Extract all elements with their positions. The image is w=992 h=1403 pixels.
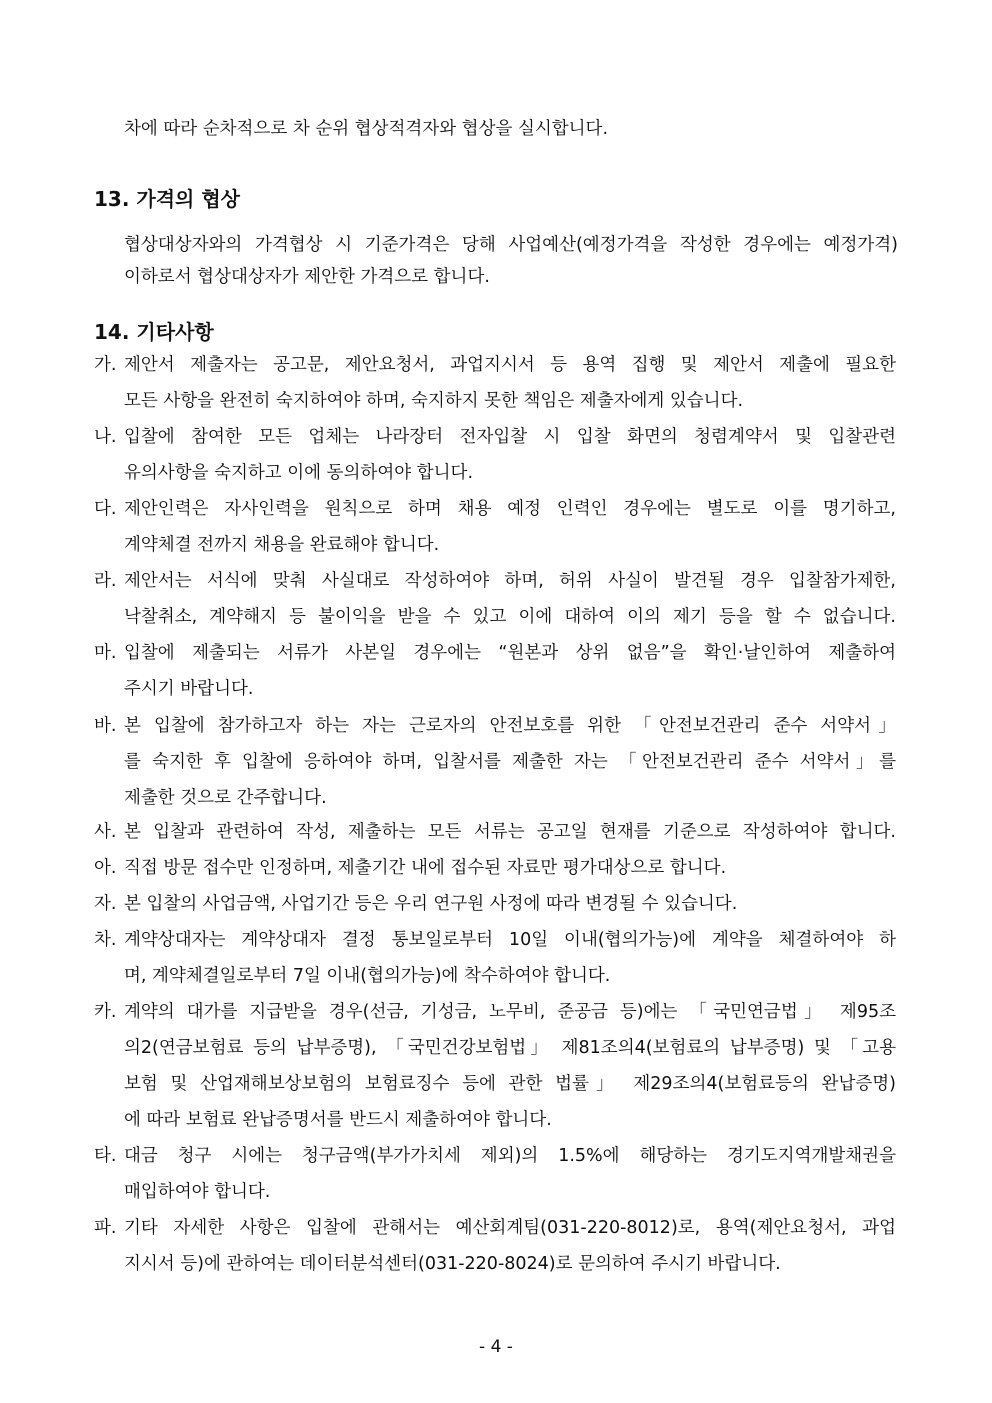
intro-line: 차에 따라 순차적으로 차 순위 협상적격자와 협상을 실시합니다. <box>124 119 609 139</box>
list-marker: 마. <box>94 643 117 663</box>
item-line: 입찰에 참여한 모든 업체는 나라장터 전자입찰 시 입찰 화면의 청렴계약서 및 입찰관련 <box>124 427 896 447</box>
item-line: 낙찰취소, 계약해지 등 불이익을 받을 수 있고 이에 대하여 이의 제기 등을 할 수 없습니다. <box>124 607 896 627</box>
section-13-line-1: 협상대상자와의 가격협상 시 기준가격은 당해 사업예산(예정가격을 작성한 경우에는 예정가격) <box>124 235 898 255</box>
item-line: 제안인력은 자사인력을 원칙으로 하며 채용 예정 인력인 경우에는 별도로 이를 명기하고, <box>124 499 896 519</box>
item-line: 며, 계약체결일로부터 7일 이내(협의가능)에 착수하여야 합니다. <box>124 966 611 986</box>
item-line: 계약상대자는 계약상대자 결정 통보일로부터 10일 이내(협의가능)에 계약을 체결하여야 하 <box>124 930 896 950</box>
item-line: 의2(연금보험료 등의 납부증명), 「국민건강보험법」 제81조의4(보험료의 납부증명) 및 「고용 <box>124 1038 896 1058</box>
section-14-heading: 14. 기타사항 <box>94 320 214 344</box>
item-line: 모든 사항을 완전히 숙지하여야 하며, 숙지하지 못한 책임은 제출자에게 있습니다. <box>124 391 744 411</box>
item-line: 매입하여야 합니다. <box>124 1182 271 1202</box>
item-line: 제안서 제출자는 공고문, 제안요청서, 과업지시서 등 용역 집행 및 제안서 제출에 필요한 <box>124 355 896 375</box>
list-marker: 차. <box>94 930 117 950</box>
item-line: 에 따라 보험료 완납증명서를 반드시 제출하여야 합니다. <box>124 1110 552 1130</box>
item-line: 본 입찰과 관련하여 작성, 제출하는 모든 서류는 공고일 현재를 기준으로 작성하여야 합니다. <box>124 822 896 842</box>
list-marker: 바. <box>94 716 117 736</box>
item-line: 유의사항을 숙지하고 이에 동의하여야 합니다. <box>124 463 474 483</box>
item-line: 기타 자세한 사항은 입찰에 관해서는 예산회계팀(031-220-8012)로, 용역(제안요청서, 과업 <box>124 1218 896 1238</box>
list-marker: 다. <box>94 499 117 519</box>
list-marker: 파. <box>94 1218 117 1238</box>
list-marker: 타. <box>94 1146 117 1166</box>
list-marker: 가. <box>94 355 117 375</box>
item-line: 계약체결 전까지 채용을 완료해야 합니다. <box>124 535 440 555</box>
list-marker: 사. <box>94 822 117 842</box>
item-line: 계약의 대가를 지급받을 경우(선금, 기성금, 노무비, 준공금 등)에는 「국민연금법」 제95조 <box>124 1002 896 1022</box>
item-line: 보험 및 산업재해보상보험의 보험료징수 등에 관한 법률」 제29조의4(보험료등의 완납증명) <box>124 1074 896 1094</box>
item-line: 대금 청구 시에는 청구금액(부가가치세 제외)의 1.5%에 해당하는 경기도지역개발채권을 <box>124 1146 896 1166</box>
list-marker: 아. <box>94 858 117 878</box>
list-marker: 카. <box>94 1002 117 1022</box>
item-line: 직접 방문 접수만 인정하며, 제출기간 내에 접수된 자료만 평가대상으로 합니다. <box>124 858 727 878</box>
item-line: 주시기 바랍니다. <box>124 679 254 699</box>
item-line: 제출한 것으로 간주합니다. <box>124 788 327 808</box>
item-line: 지시서 등)에 관하여는 데이터분석센터(031-220-8024)로 문의하여 주시기 바랍니다. <box>124 1254 781 1274</box>
list-marker: 나. <box>94 427 117 447</box>
page-number: - 4 - <box>479 1337 513 1357</box>
item-line: 입찰에 제출되는 서류가 사본일 경우에는 “원본과 상위 없음”을 확인·날인하여 제출하여 <box>124 643 896 663</box>
item-line: 본 입찰의 사업금액, 사업기간 등은 우리 연구원 사정에 따라 변경될 수 있습니다. <box>124 894 738 914</box>
list-marker: 자. <box>94 894 117 914</box>
item-line: 를 숙지한 후 입찰에 응하여야 하며, 입찰서를 제출한 자는 「안전보건관리 준수 서약서」를 <box>124 752 896 772</box>
item-line: 본 입찰에 참가하고자 하는 자는 근로자의 안전보호를 위한 「안전보건관리 준수 서약서」 <box>124 716 896 736</box>
list-marker: 라. <box>94 571 117 591</box>
section-13-line-2: 이하로서 협상대상자가 제안한 가격으로 합니다. <box>124 267 490 287</box>
section-13-heading: 13. 가격의 협상 <box>94 187 240 211</box>
item-line: 제안서는 서식에 맞춰 사실대로 작성하여야 하며, 허위 사실이 발견될 경우 입찰참가제한, <box>124 571 896 591</box>
